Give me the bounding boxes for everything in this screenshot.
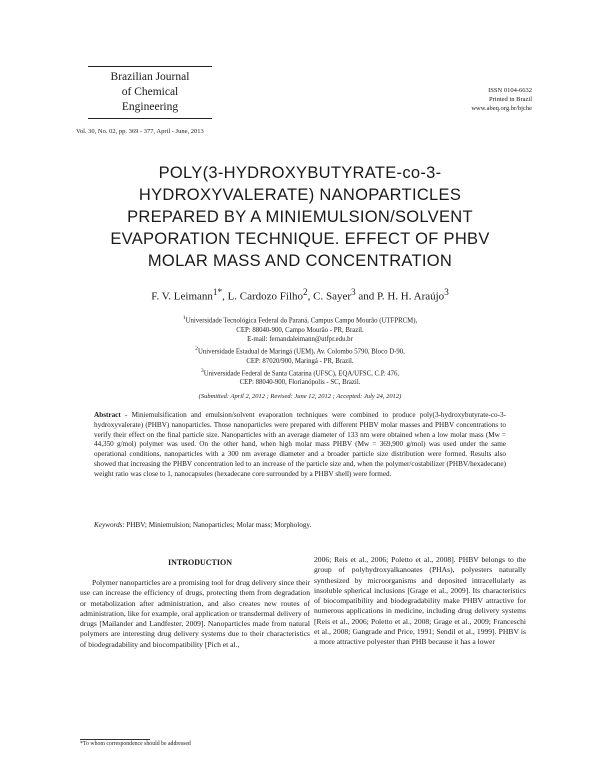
paragraph: 2006; Reis et al., 2006; Poletto et al., 2008]. PHBV belongs to the group of polyhydroxyalkanoates (PHAs), polyesters naturally synthesized by microorganisms and deposited intracellularly as insoluble spherical inclusions [Grage et al., 2009]. Its characteristics of biocompatibility and biodegradability make PHBV attractive for numerous applications in medicine, including drug delivery systems [Reis et al., 2006; Poletto et al., 2008; Grage et al., 2009; Franceschi et al., 2008; Gangrade and Price, 1991; Sendil et al., 1999]. PHBV is a more attractive polyester than PHB because it has a lower xyxy=(314,555,526,647)
citation-line: Vol. 30, No. 02, pp. 369 - 377, April - June, 2013 xyxy=(76,128,204,135)
journal-url-link[interactable]: www.abeq.org.br/bjche xyxy=(471,105,532,112)
footnote-rule xyxy=(80,739,150,740)
article-title: POLY(3-HYDROXYBUTYRATE-co-3- HYDROXYVALERATE) NANOPARTICLES PREPARED BY A MINIEMULSION/SOLVENT EVAPORATION TECHNIQUE. EFFECT OF PHBV MOLAR MASS AND CONCENTRATION xyxy=(110,164,490,270)
author-email[interactable]: E-mail: fernandaleimann@utfpr.edu.br xyxy=(247,336,353,344)
keywords-text: : PHBV; Miniemulsion; Nanoparticles; Molar mass; Morphology. xyxy=(122,521,312,529)
body-column-left xyxy=(80,578,310,650)
footnote: *To whom correspondence should be addressed xyxy=(80,741,191,747)
section-heading-introduction: INTRODUCTION xyxy=(167,558,232,567)
journal-masthead xyxy=(88,66,212,119)
abstract-text: - Miniemulsification and emulsion/solvent evaporation techniques were combined to produce poly(3-hydroxybutyrate-co-3-hydroxyvalerate) (PHBV) nanoparticles. Those nanoparticles were prepared with different PHBV molar masses and PHBV concentrations to verify their effect on the final particle size. Nanoparticles with an average diameter of 133 nm were obtained when a low molar mass (Mw = 44,350 g/mol) polymer was used. On the other hand, when high molar mass PHBV (Mw = 369,900 g/mol) was used under the same operational conditions, nanoparticles with a 300 nm average diameter and a broader particle size distribution were formed. Results also showed that increasing the PHBV concentration led to an increase of the particle size and, when the polymer/costabilizer (PHBV/hexadecane) weight ratio was close to 1, nanocapsules (hexadecane core surrounded by a PHBV shell) were formed. xyxy=(94,411,506,478)
journal-name: Brazilian Journal of Chemical Engineering xyxy=(110,71,190,113)
issn-block: ISSN 0104-6632 Printed in Brazil www.abeq.org.br/bjche xyxy=(471,87,532,112)
masthead-bottom-rule xyxy=(88,118,212,119)
paragraph: Polymer nanoparticles are a promising tool for drug delivery since their use can increase the efficiency of drugs, protecting them from degradation or metabolization after administration, and also creates new routes of administration, like for example, oral application or transdermal delivery of drugs [Mailander and Landfester, 2009]. Nanoparticles made from natural polymers are interesting drug delivery systems due to their characteristics of biodegradability and biocompatibility [Pich et al., xyxy=(80,578,310,649)
abstract xyxy=(94,411,506,480)
abstract-label: Abstract xyxy=(94,411,121,419)
affiliations: $^1$Universidade Tecnológica Federal do Paraná, Campus Campo Mourão (UTFPRCM), CEP: 88040-900, Campo Mourão - PR, Brazil. E-mail: fernandaleimann@utfpr.edu.br $^2$Universidade Estadual de Maringá (UEM), Av. Colombo 5790, Bloco D-90, CEP: 87020/900, Maringá - PR, Brazil. $^3$Universidade Federal de Santa Catarina (UFSC), EQA/UFSC, C.P. 476, CEP: 88040-900, Florianópolis - SC, Brazil. xyxy=(60,314,540,388)
keywords-label: Keywords xyxy=(94,521,123,529)
author-list: F. V. Leimann$^{1*}$, L. Cardozo Filho$^2$, C. Sayer$^3$ and P. H. H. Araújo$^3$ xyxy=(151,287,449,303)
keywords xyxy=(94,521,506,529)
submission-dates: (Submitted: April 2, 2012 ; Revised: June 12, 2012 ; Accepted: July 24, 2012) xyxy=(198,393,402,400)
body-column-right xyxy=(314,555,526,648)
